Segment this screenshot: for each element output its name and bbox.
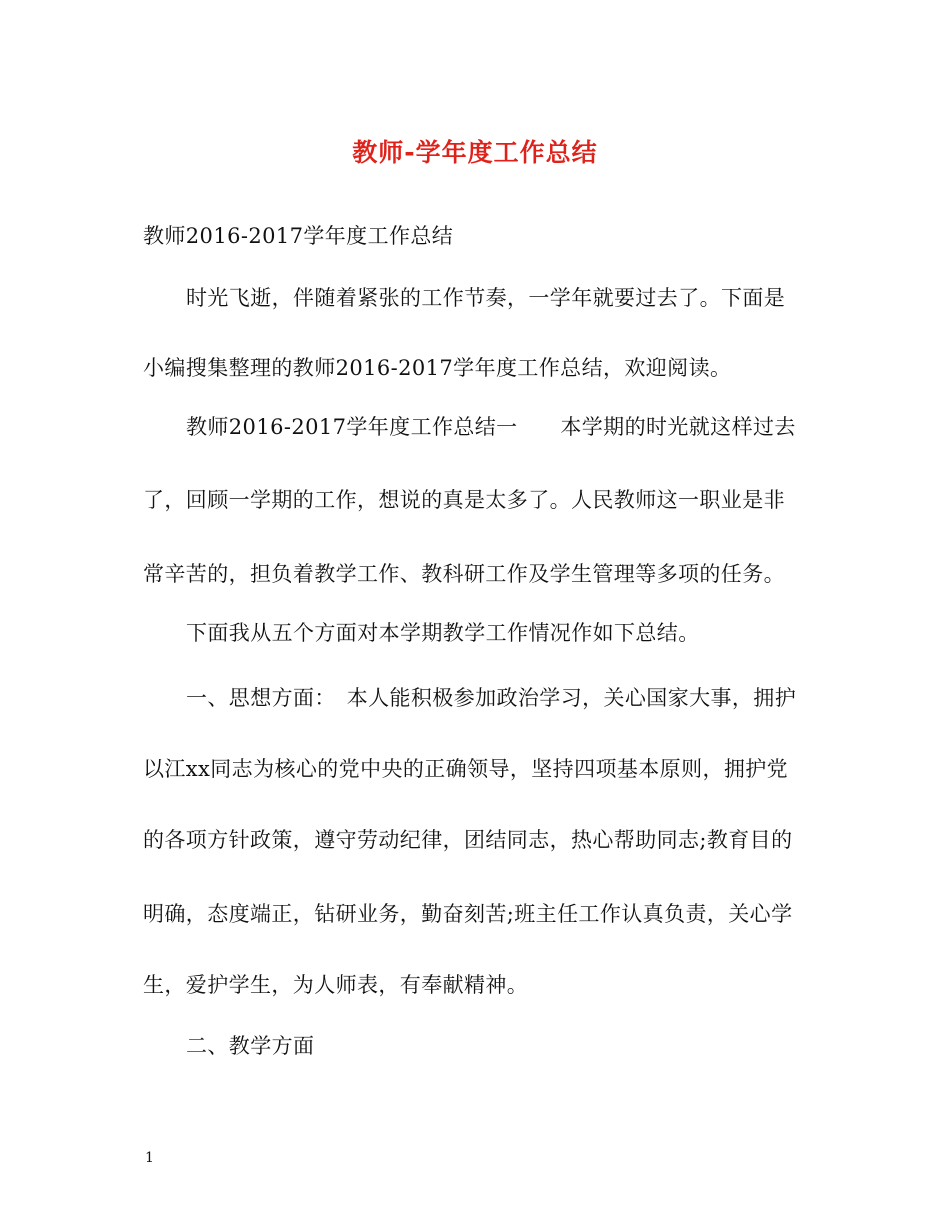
doc-line: 常辛苦的，担负着教学工作、教科研工作及学生管理等多项的任务。 bbox=[143, 562, 785, 586]
doc-line: 时光飞逝，伴随着紧张的工作节奏，一学年就要过去了。下面是 bbox=[186, 286, 786, 310]
doc-line-heading: 教师2016-2017学年度工作总结 bbox=[143, 224, 454, 248]
doc-line: 教师2016-2017学年度工作总结一 本学期的时光就这样过去 bbox=[186, 415, 796, 439]
doc-line: 生，爱护学生，为人师表，有奉献精神。 bbox=[143, 973, 529, 997]
doc-line: 小编搜集整理的教师2016-2017学年度工作总结，欢迎阅读。 bbox=[143, 356, 732, 380]
doc-line-section-heading: 二、教学方面 bbox=[186, 1034, 315, 1058]
doc-line: 了，回顾一学期的工作，想说的真是太多了。人民教师这一职业是非 bbox=[143, 488, 785, 512]
doc-line: 的各项方针政策，遵守劳动纪律，团结同志，热心帮助同志;教育目的 bbox=[143, 828, 793, 852]
doc-line: 一、思想方面： 本人能积极参加政治学习，关心国家大事，拥护 bbox=[186, 686, 797, 710]
doc-line: 下面我从五个方面对本学期教学工作情况作如下总结。 bbox=[186, 621, 700, 645]
doc-line: 以江xx同志为核心的党中央的正确领导，坚持四项基本原则，拥护党 bbox=[143, 757, 789, 781]
doc-line: 明确，态度端正，钻研业务，勤奋刻苦;班主任工作认真负责，关心学 bbox=[143, 902, 793, 926]
document-title: 教师-学年度工作总结 bbox=[352, 138, 598, 167]
page-number: 1 bbox=[145, 1150, 154, 1166]
